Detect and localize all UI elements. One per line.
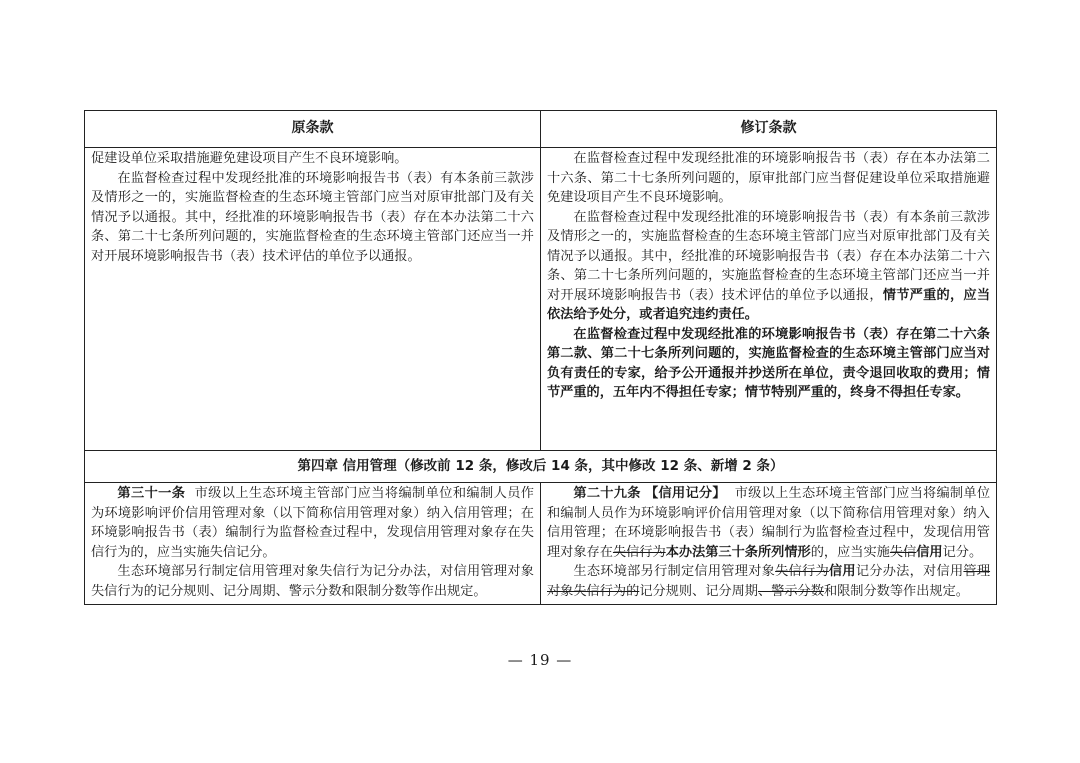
paragraph: 在监督检查过程中发现经批准的环境影响报告书（表）有本条前三款涉及情形之一的，实施监督检查的生态环境主管部门应当对原审批部门及有关情况予以通报。其中，经批准的环境影响报告书（表）存在本办法第二十六条、第二十七条所列问题的，实施监督检查的生态环境主管部门还应当一并对开展环境影响报告书（表）技术评估的单位予以通报。	[91, 170, 534, 264]
text-run: 在监督检查过程中发现经批准的环境影响报告书（表）有本条前三款涉及情形之一的，实施监督检查的生态环境主管部门应当对原审批部门及有关情况予以通报。其中，经批准的环境影响报告书（表）存在本办法第二十六条、第二十七条所列问题的，实施监督检查的生态环境主管部门还应当一并对开展环境影响报告书（表）技术评估的单位予以通报，	[547, 209, 990, 303]
deleted-text: 失信行为	[612, 544, 666, 560]
text-run: 的，应当实施	[810, 544, 890, 560]
deleted-text: 、警示分数	[758, 583, 824, 599]
paragraph	[547, 562, 990, 601]
table-row	[85, 148, 997, 451]
comparison-table	[84, 110, 997, 605]
article-number: 第三十一条	[117, 486, 186, 501]
header-revised: 修订条款	[541, 111, 997, 148]
added-text: 本办法第三十条所列情形	[665, 544, 811, 560]
paragraph: 在监督检查过程中发现经批准的环境影响报告书（表）存在本办法第二十六条、第二十七条所列问题的，原审批部门应当督促建设单位采取措施避免建设项目产生不良环境影响。	[547, 151, 990, 205]
deleted-text: 管理对象失信行为的	[547, 564, 991, 599]
original-cell	[85, 483, 541, 605]
revised-cell	[541, 148, 997, 451]
paragraph	[91, 484, 534, 562]
text-run: 生态环境部另行制定信用管理对象	[573, 564, 776, 579]
chapter-heading: 第四章 信用管理（修改前 12 条，修改后 14 条，其中修改 12 条、新增 2 条）	[85, 451, 997, 483]
text-run: 市级以上生态环境主管部门应当将编制单位和编制人员作为环境影响评价信用管理对象（以下简称信用管理对象）纳入信用管理；在环境影响报告书（表）编制行为监督检查过程中，发现信用管理对象存在失信行为的，应当实施失信记分。	[91, 486, 534, 560]
revised-cell	[541, 483, 997, 605]
paragraph	[547, 484, 990, 562]
text-run: 市级以上生态环境主管部门应当将编制单位和编制人员作为环境影响评价信用管理对象（以下简称信用管理对象）纳入信用管理；在环境影响报告书（表）编制行为监督检查过程中，发现信用管理对象存在	[547, 486, 991, 560]
chapter-row	[85, 451, 997, 483]
paragraph: 生态环境部另行制定信用管理对象失信行为记分办法，对信用管理对象失信行为的记分规则、记分周期、警示分数和限制分数等作出规定。	[91, 564, 534, 599]
added-paragraph: 在监督检查过程中发现经批准的环境影响报告书（表）存在第二十六条第二款、第二十七条所列问题的，实施监督检查的生态环境主管部门应当对负有责任的专家，给予公开通报并抄送所在单位，责令退回收取的费用；情节严重的，五年内不得担任专家；情节特别严重的，终身不得担任专家。	[547, 326, 990, 400]
added-text: 信用	[916, 544, 943, 560]
article-number: 第二十九条	[573, 486, 641, 501]
paragraph: 促建设单位采取措施避免建设项目产生不良环境影响。	[91, 151, 408, 166]
added-text: 信用	[828, 564, 856, 579]
text-run: 和限制分数等作出规定。	[823, 583, 969, 599]
text-run: 记分规则、记分周期	[639, 583, 758, 599]
page-number: — 19 —	[507, 651, 573, 669]
original-cell	[85, 148, 541, 451]
deleted-text: 失信	[889, 544, 917, 560]
header-original: 原条款	[85, 111, 541, 148]
header-row	[85, 111, 997, 148]
table-row	[85, 483, 997, 605]
text-run: 记分。	[942, 544, 983, 560]
article-title: 【信用记分】	[645, 486, 726, 501]
text-run: 记分办法，对信用	[855, 564, 964, 579]
added-text: 情节严重的，应当依法给予处分，或者追究违约责任。	[547, 287, 991, 322]
deleted-text: 失信行为	[775, 564, 829, 579]
paragraph	[547, 208, 990, 325]
